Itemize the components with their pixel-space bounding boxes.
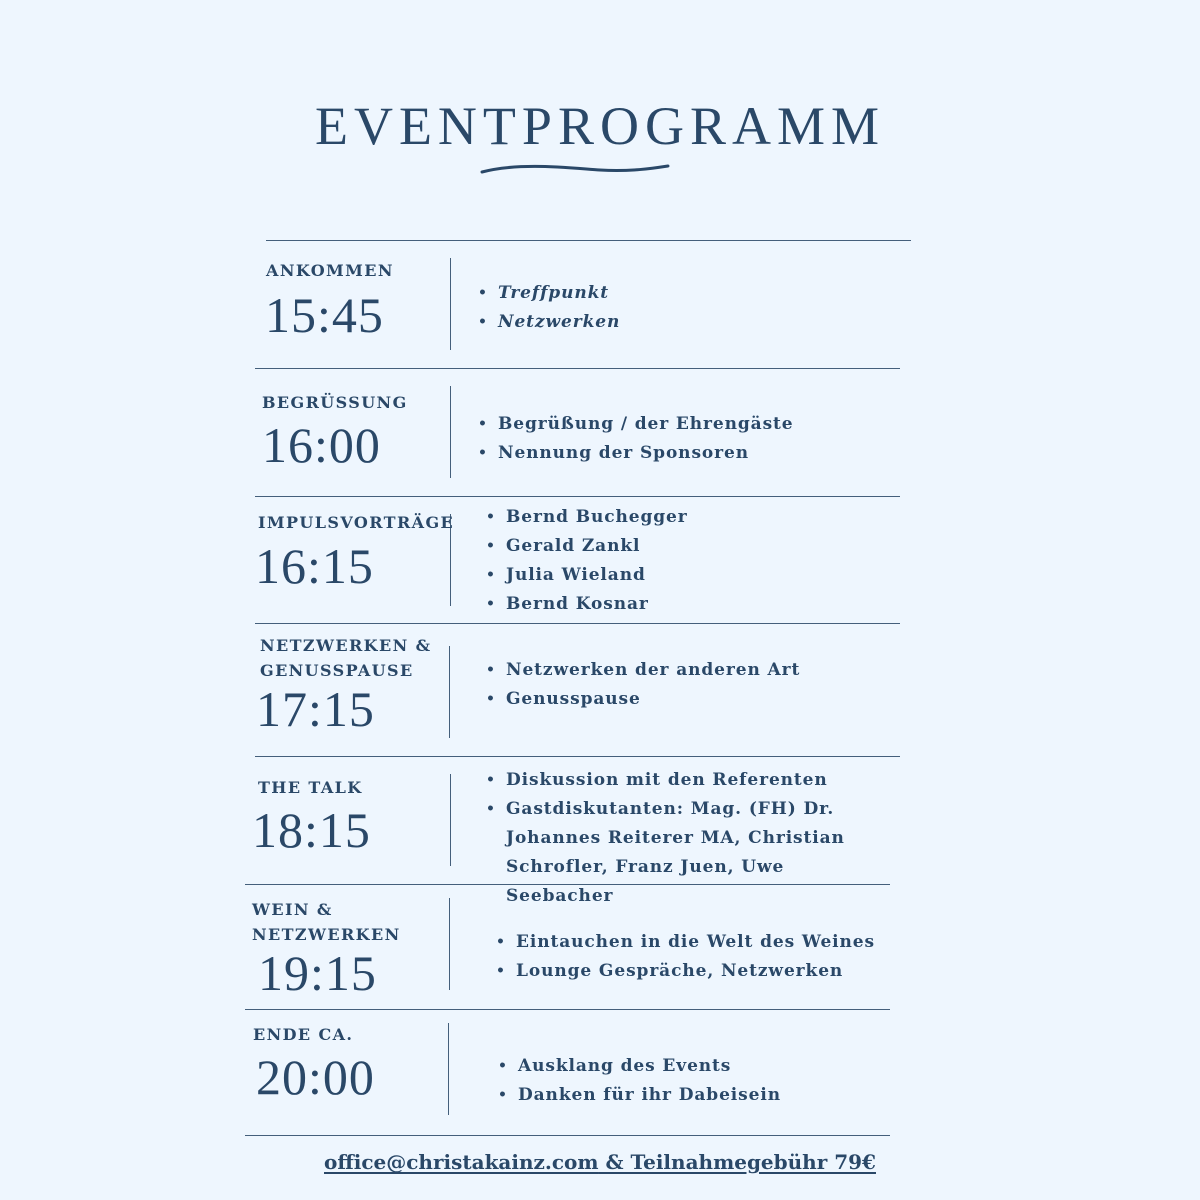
session-label: BEGRÜSSUNG: [262, 393, 408, 412]
list-item: • Netzwerken: [478, 308, 620, 337]
list-item: • Treffpunkt: [478, 279, 620, 308]
session-label: ANKOMMEN: [266, 261, 394, 280]
list-item: • Bernd Buchegger: [486, 503, 688, 532]
divider: [245, 1009, 890, 1010]
session-time: 19:15: [258, 945, 377, 1001]
column-divider: [450, 258, 451, 350]
column-divider: [448, 1023, 449, 1115]
session-items: [486, 656, 800, 714]
session-time: 20:00: [256, 1049, 375, 1105]
session-items: [498, 1052, 781, 1110]
page-title: EVENTPROGRAMM: [314, 96, 886, 156]
list-item: • Ausklang des Events: [498, 1052, 781, 1081]
session-label-line: NETZWERKEN &: [260, 636, 432, 655]
session-label: [252, 897, 401, 947]
list-item: • Gastdiskutanten: Mag. (FH) Dr. Johannes Reiterer MA, Christian Schrofler, Franz Juen, Uwe Seebacher: [486, 795, 876, 911]
session-time: 17:15: [256, 681, 375, 737]
session-label-line: NETZWERKEN: [252, 925, 401, 944]
session-label: IMPULSVORTRÄGE: [258, 513, 455, 532]
session-label-line: GENUSSPAUSE: [260, 661, 414, 680]
session-time: 16:00: [262, 417, 381, 473]
session-items: [486, 766, 876, 911]
footer-contact: [0, 1147, 1200, 1177]
list-item: • Begrüßung / der Ehrengäste: [478, 410, 794, 439]
list-item: • Nennung der Sponsoren: [478, 439, 794, 468]
divider: [255, 496, 900, 497]
list-item: • Julia Wieland: [486, 561, 688, 590]
list-item: • Lounge Gespräche, Netzwerken: [496, 957, 875, 986]
list-item: • Netzwerken der anderen Art: [486, 656, 800, 685]
list-item: • Genusspause: [486, 685, 800, 714]
session-label-line: WEIN &: [252, 900, 333, 919]
session-label: [260, 633, 431, 683]
column-divider: [449, 646, 450, 738]
title-underline-swash: [480, 160, 670, 180]
session-time: 16:15: [255, 538, 374, 594]
session-items: [486, 503, 688, 619]
divider: [266, 240, 911, 241]
fee-text: & Teilnahmegebühr 79€: [598, 1150, 876, 1174]
divider: [255, 623, 900, 624]
list-item: • Bernd Kosnar: [486, 590, 688, 619]
column-divider: [450, 774, 451, 866]
column-divider: [450, 386, 451, 478]
divider: [255, 756, 900, 757]
session-items: [478, 279, 620, 337]
list-item: • Danken für ihr Dabeisein: [498, 1081, 781, 1110]
session-time: 18:15: [252, 802, 371, 858]
list-item: • Diskussion mit den Referenten: [486, 766, 876, 795]
email-link[interactable]: office@christakainz.com: [324, 1150, 599, 1174]
session-items: [496, 928, 875, 986]
session-items: [478, 410, 794, 468]
session-time: 15:45: [265, 287, 384, 343]
divider: [255, 368, 900, 369]
session-label: ENDE CA.: [253, 1025, 354, 1044]
column-divider: [449, 898, 450, 990]
divider: [245, 1135, 890, 1136]
list-item: • Eintauchen in die Welt des Weines: [496, 928, 875, 957]
session-label: THE TALK: [258, 778, 363, 797]
list-item: • Gerald Zankl: [486, 532, 688, 561]
